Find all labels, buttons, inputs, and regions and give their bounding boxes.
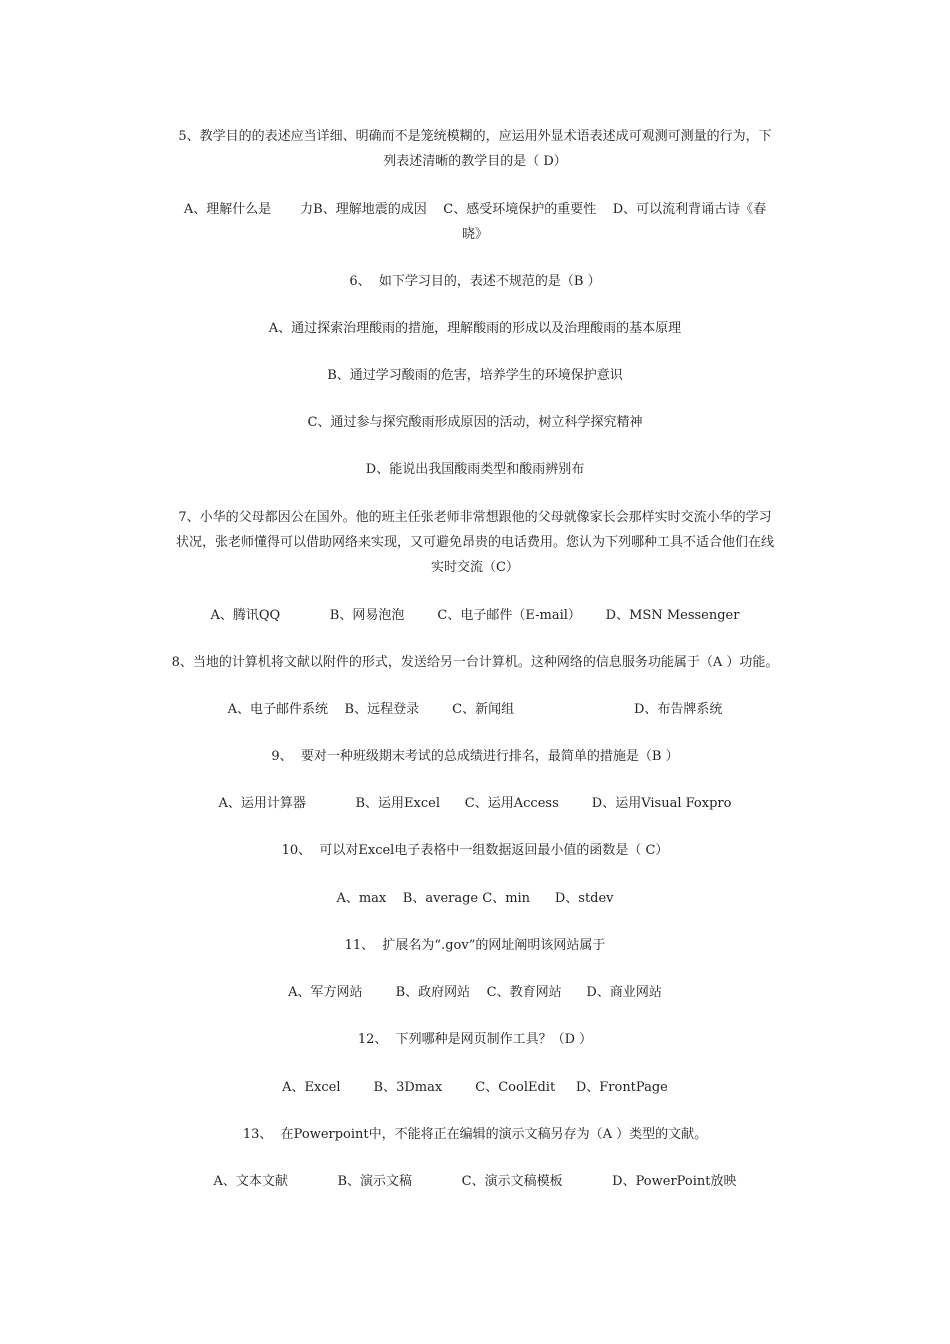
q8-options: A、电子邮件系统 B、远程登录 C、新闻组 D、布告牌系统	[227, 702, 723, 717]
q6-option-a: A、通过探索治理酸雨的措施，理解酸雨的形成以及治理酸雨的基本原理	[268, 321, 682, 336]
q7-options: A、腾讯QQ B、网易泡泡 C、电子邮件（E-mail） D、MSN Messenger	[210, 608, 740, 623]
q6-option-d: D、能说出我国酸雨类型和酸雨辨别布	[365, 462, 585, 477]
q5-stem-line1: 5、教学目的的表述应当详细、明确而不是笼统模糊的，应运用外显术语表述成可观测可测量的行为，下	[178, 129, 772, 144]
q7-stem-line1: 7、小华的父母都因公在国外。他的班主任张老师非常想跟他的父母就像家长会那样实时交流小华的学习	[178, 510, 772, 525]
q13-stem: 13、 在Powerpoint中，不能将正在编辑的演示文稿另存为（A ）类型的文献。	[242, 1127, 708, 1142]
q7-stem-line2: 状况，张老师懂得可以借助网络来实现，又可避免昂贵的电话费用。您认为下列哪种工具不适合他们在线	[175, 535, 774, 550]
q5-stem-line2: 列表述清晰的教学目的是（ D）	[383, 154, 567, 169]
q6-option-b: B、通过学习酸雨的危害，培养学生的环境保护意识	[327, 368, 623, 383]
q7-stem-line3: 实时交流（C）	[431, 560, 519, 575]
q6-option-c: C、通过参与探究酸雨形成原因的活动，树立科学探究精神	[307, 415, 643, 430]
q8-stem: 8、当地的计算机将文献以附件的形式，发送给另一台计算机。这种网络的信息服务功能属于（A ）功能。	[171, 655, 779, 670]
q13-options: A、文本文献 B、演示文稿 C、演示文稿模板 D、PowerPoint放映	[213, 1174, 737, 1189]
q12-options: A、Excel B、3Dmax C、CoolEdit D、FrontPage	[282, 1080, 668, 1095]
q9-options: A、运用计算器 B、运用Excel C、运用Access D、运用Visual Foxpro	[218, 796, 732, 811]
q5-options-line1: A、理解什么是 力B、理解地震的成因 C、感受环境保护的重要性 D、可以流利背诵古诗《春	[183, 202, 767, 217]
q6-stem: 6、 如下学习目的，表述不规范的是（B ）	[349, 274, 601, 289]
q5-options-line2: 晓》	[461, 227, 488, 242]
q11-options: A、军方网站 B、政府网站 C、教育网站 D、商业网站	[288, 985, 662, 1000]
q10-options: A、max B、average C、min D、stdev	[336, 891, 614, 906]
q9-stem: 9、 要对一种班级期末考试的总成绩进行排名，最简单的措施是（B ）	[271, 749, 679, 764]
q11-stem: 11、 扩展名为“.gov”的网址阐明该网站属于	[344, 938, 606, 953]
q12-stem: 12、 下列哪种是网页制作工具？（D ）	[357, 1032, 593, 1047]
q10-stem: 10、 可以对Excel电子表格中一组数据返回最小值的函数是（ C）	[281, 843, 669, 858]
